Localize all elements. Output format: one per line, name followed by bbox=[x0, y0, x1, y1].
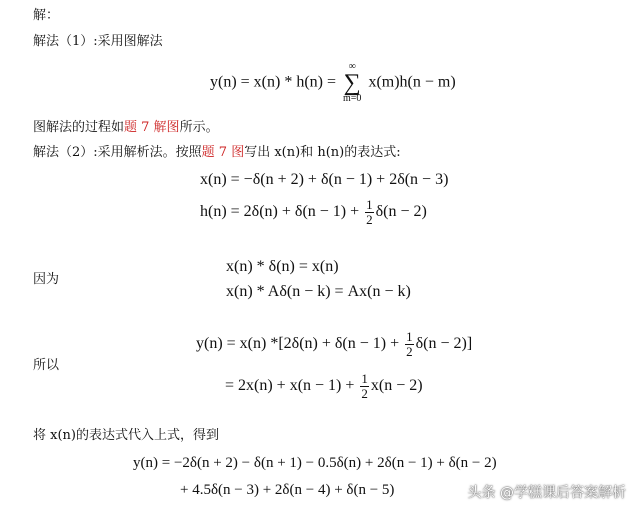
equation-h-n bbox=[200, 198, 427, 227]
eq3-right: δ(n − 2) bbox=[375, 203, 427, 221]
denominator: 2 bbox=[361, 386, 368, 401]
equation-final-2: + 4.5δ(n − 3) + 2δ(n − 4) + δ(n − 5) bbox=[180, 482, 395, 498]
method-1-title: 解法（1）:采用图解法 bbox=[33, 34, 163, 49]
denominator: 2 bbox=[366, 212, 373, 227]
fraction-half bbox=[360, 372, 369, 401]
because-label: 因为 bbox=[33, 272, 60, 287]
eq3-left: h(n) = 2δ(n) + δ(n − 1) + bbox=[200, 203, 364, 221]
eq7-left: = 2x(n) + x(n − 1) + bbox=[225, 377, 359, 395]
figure-link[interactable]: 题 7 解图 bbox=[124, 120, 180, 135]
fraction-half bbox=[365, 198, 374, 227]
text-segment: 解法（2）:采用解析法。按照 bbox=[33, 145, 202, 160]
method-1-text bbox=[33, 120, 219, 136]
sigma-icon: ∑ bbox=[343, 70, 361, 96]
method-2-title bbox=[33, 145, 401, 161]
eq6-left: y(n) = x(n) *[2δ(n) + δ(n − 1) + bbox=[196, 335, 404, 353]
summation-symbol bbox=[343, 62, 361, 104]
text-segment: 所示。 bbox=[179, 120, 219, 135]
watermark: 头条 @学糕课后答案解析 bbox=[467, 485, 626, 501]
numerator: 1 bbox=[361, 371, 368, 386]
eq6-right: δ(n − 2)] bbox=[415, 335, 473, 353]
text-segment: 写出 x(n)和 h(n)的表达式: bbox=[244, 145, 401, 160]
text-segment: 图解法的过程如 bbox=[33, 120, 125, 135]
fraction-half bbox=[405, 330, 414, 359]
equation-convolution-sum bbox=[210, 62, 456, 104]
equation-y-n-1 bbox=[196, 330, 472, 359]
sum-lower-limit: m=0 bbox=[343, 93, 362, 104]
substitute-text: 将 x(n)的表达式代入上式，得到 bbox=[33, 428, 219, 443]
equation-identity-1: x(n) * δ(n) = x(n) bbox=[226, 258, 339, 275]
equation-identity-2: x(n) * Aδ(n − k) = Ax(n − k) bbox=[226, 283, 411, 300]
equation-y-n-2 bbox=[225, 372, 423, 401]
numerator: 1 bbox=[366, 197, 373, 212]
figure-link[interactable]: 题 7 图 bbox=[201, 145, 245, 160]
equation-final-1: y(n) = −2δ(n + 2) − δ(n + 1) − 0.5δ(n) + 2δ(n − 1) + δ(n − 2) bbox=[133, 455, 497, 471]
numerator: 1 bbox=[406, 329, 413, 344]
therefore-label: 所以 bbox=[33, 358, 60, 373]
heading-solution: 解： bbox=[33, 8, 60, 23]
eq1-right: x(m)h(n − m) bbox=[364, 73, 456, 91]
denominator: 2 bbox=[406, 344, 413, 359]
equation-x-n: x(n) = −δ(n + 2) + δ(n − 1) + 2δ(n − 3) bbox=[200, 171, 449, 188]
sum-upper-limit: ∞ bbox=[348, 61, 356, 72]
eq7-right: x(n − 2) bbox=[370, 377, 423, 395]
eq1-left: y(n) = x(n) * h(n) = bbox=[210, 73, 341, 91]
